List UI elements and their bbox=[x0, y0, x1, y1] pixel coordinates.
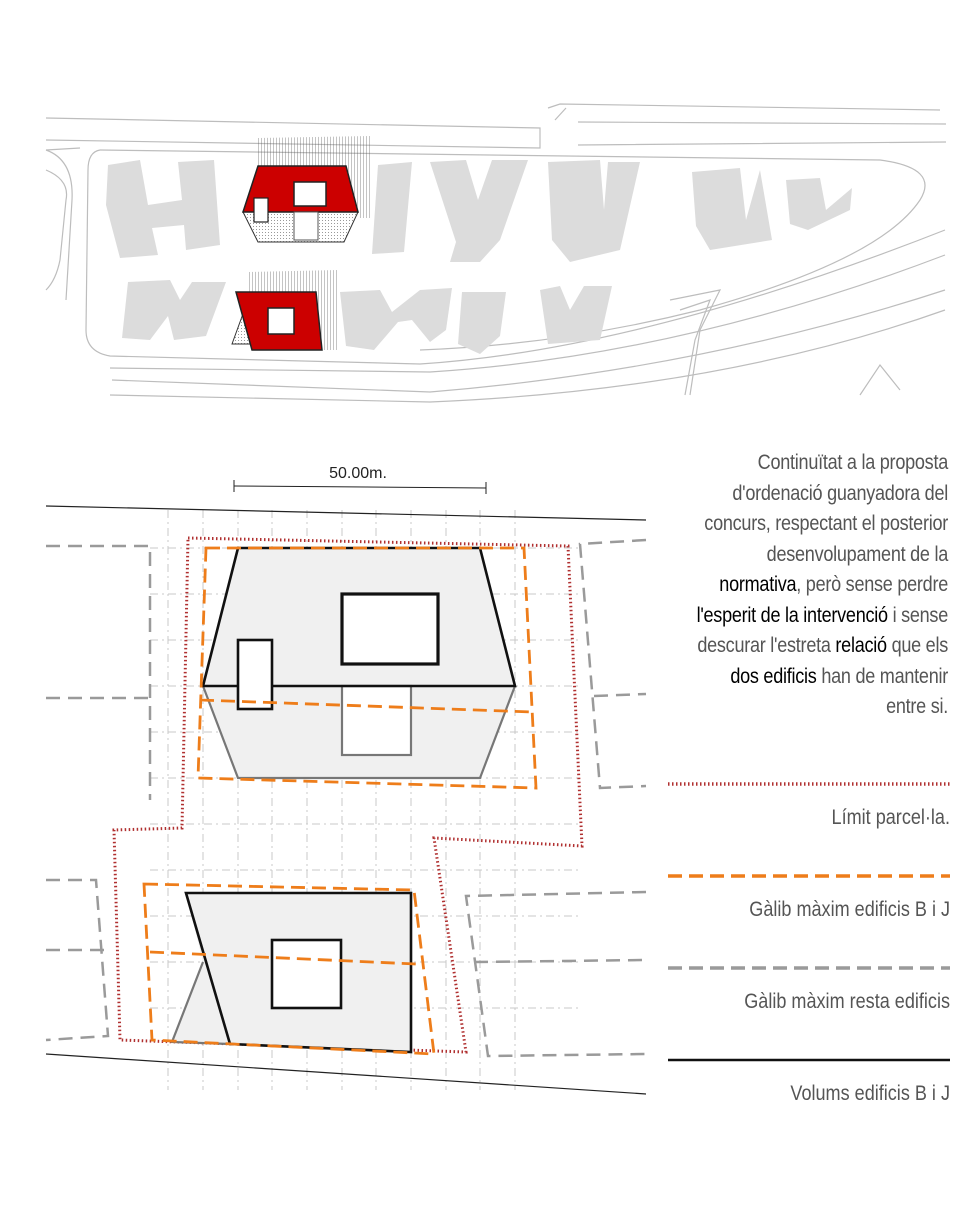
legend-label: Gàlib màxim resta edificis bbox=[744, 990, 950, 1013]
volume-building-j bbox=[172, 893, 411, 1052]
zoning-plan-diagram bbox=[0, 420, 660, 1140]
desc-part: , però sense perdre bbox=[796, 573, 948, 596]
legend-label: Gàlib màxim edificis B i J bbox=[749, 898, 950, 921]
desc-part: han de mantenir entre si. bbox=[816, 664, 948, 718]
dimension-50m bbox=[234, 480, 486, 494]
legend-label: Volums edificis B i J bbox=[790, 1082, 950, 1105]
legend-max-envelope-rest bbox=[668, 958, 950, 1014]
desc-highlight-dos-edificis: dos edificis bbox=[730, 664, 817, 688]
legend-label: Límit parcel·la. bbox=[831, 806, 950, 829]
street-lines bbox=[46, 104, 946, 402]
building-j-3d bbox=[232, 270, 338, 350]
legend-volumes bbox=[668, 1050, 950, 1106]
volume-building-b bbox=[203, 548, 515, 778]
neighbour-buildings bbox=[106, 160, 852, 354]
description-text bbox=[690, 448, 948, 723]
building-b-3d bbox=[243, 136, 370, 242]
legend-line-orange-dashed bbox=[668, 873, 950, 879]
desc-part: i sense descurar l'estreta bbox=[697, 603, 948, 657]
legend-line-solid bbox=[668, 1057, 950, 1063]
legend-line-grey-dashed bbox=[668, 965, 950, 971]
desc-part: Continuïtat a la proposta d'ordenació guanyadora del concurs, respectant el posterior desenvolupament de la bbox=[704, 451, 948, 566]
site-plan-map bbox=[0, 0, 980, 420]
legend-plot-limit bbox=[668, 774, 950, 830]
legend-max-envelope-bj bbox=[668, 866, 950, 922]
desc-highlight-esperit: l'esperit de la intervenció bbox=[696, 603, 888, 627]
dimension-label: 50.00m. bbox=[329, 465, 387, 482]
desc-part: que els bbox=[886, 634, 948, 657]
legend-line-dotted bbox=[668, 781, 950, 787]
desc-highlight-normativa: normativa bbox=[719, 573, 797, 596]
desc-highlight-relacio: relació bbox=[835, 634, 887, 657]
